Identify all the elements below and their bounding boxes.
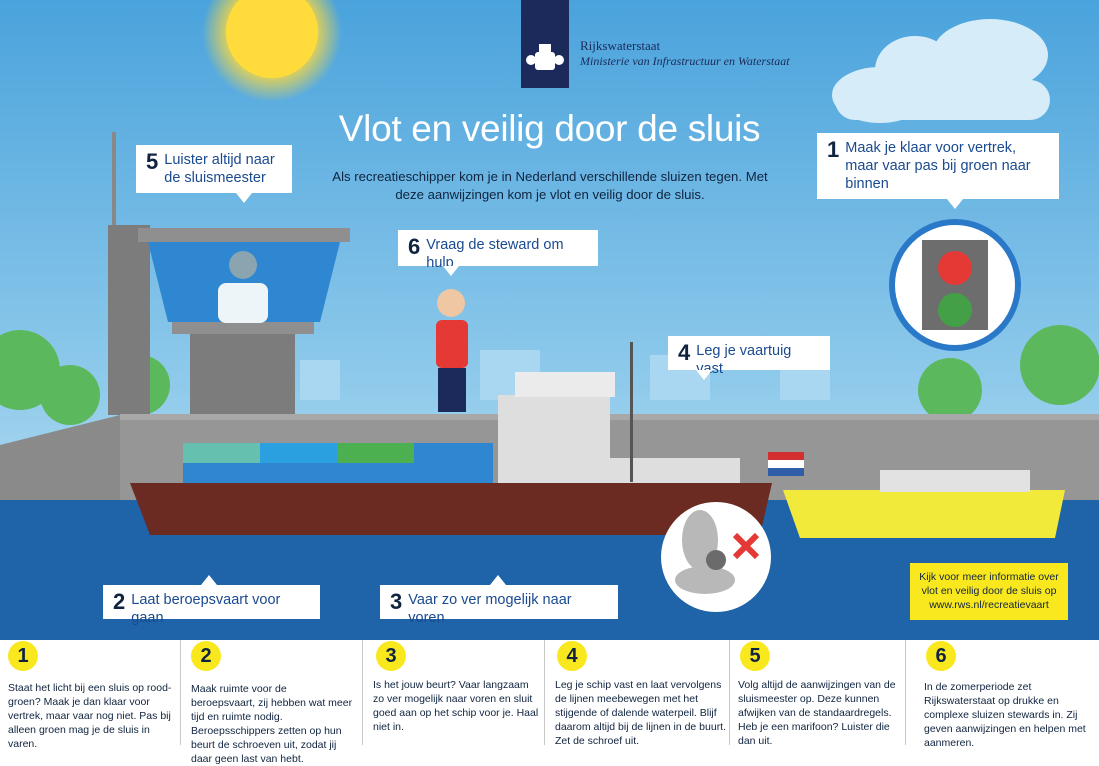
step-number: 6 [926, 641, 956, 671]
callout-3 [380, 585, 618, 626]
callout-5 [136, 145, 292, 193]
callout-number: 1 [827, 137, 840, 162]
step-text: Volg altijd de aanwijzingen van de sluismeester op. Deze kunnen afwijken van de standaardregels. Heb je een marifoon? Luister die dan uit. [738, 679, 896, 747]
step-number: 1 [8, 641, 38, 671]
callout-text: Vaar zo ver mogelijk naar voren [408, 592, 572, 626]
step-4 [544, 640, 729, 745]
brand-name: Rijkswaterstaat [580, 38, 661, 53]
step-5 [729, 640, 905, 745]
step-text: In de zomerperiode zet Rijkswaterstaat op drukke en complexe sluizen stewards in. Zij geven aanwijzingen en helpen met aanmeren. [924, 681, 1086, 749]
steps-row [0, 640, 1099, 765]
callout-text: Leg je vaartuig vast [696, 343, 792, 377]
rijkswaterstaat-logo [521, 0, 569, 88]
info-box: Kijk voor meer informatie over vlot en veilig door de sluis op www.rws.nl/recreatievaart [910, 563, 1068, 620]
page-subtitle: Als recreatieschipper kom je in Nederland verschillende sluizen tegen. Met deze aanwijzingen kom je vlot en veilig door de sluis. [332, 169, 768, 202]
step-number: 5 [740, 641, 770, 671]
step-6 [905, 640, 1099, 749]
step-text: Is het jouw beurt? Vaar langzaam zo ver mogelijk naar voren en sluit goed aan op het schip voor je. Haal niet in. [373, 679, 539, 733]
step-text: Leg je schip vast en laat vervolgens de lijnen meebewegen met het stijgende of dalende waterpeil. Blijf daarom altijd bij de lijnen in de buurt. Zet de schroef uit. [555, 679, 727, 747]
brand-ministry: Ministerie van Infrastructuur en Waterstaat [580, 54, 790, 68]
step-text: Staat het licht bij een sluis op rood-groen? Maak je dan klaar voor vertrek, maar vaar nog niet. Pas bij alleen groen mag je de sluis in varen. [8, 682, 172, 750]
callout-number: 4 [678, 340, 691, 365]
step-number: 3 [376, 641, 406, 671]
brand-text [580, 38, 790, 69]
callout-4 [668, 336, 830, 377]
step-number: 2 [191, 641, 221, 671]
callout-text: Vraag de steward om hulp [426, 237, 564, 271]
step-3 [362, 640, 542, 745]
callout-1 [817, 133, 1059, 199]
propeller-icon [661, 502, 771, 612]
callout-2 [103, 585, 320, 626]
callout-6 [398, 230, 598, 271]
step-1 [0, 640, 180, 750]
step-number: 4 [557, 641, 587, 671]
callout-number: 3 [390, 589, 403, 614]
step-2 [180, 640, 360, 765]
page-title: Vlot en veilig door de sluis [338, 108, 761, 149]
step-text: Maak ruimte voor de beroepsvaart, zij hebben wat meer tijd en ruimte nodig. Beroepsschippers zetten op hun beurt de schroeven uit, zodat jij daar geen last van hebt. [191, 683, 353, 765]
callout-text: Maak je klaar voor vertrek, maar vaar pas bij groen naar binnen [845, 140, 1031, 192]
callout-number: 2 [113, 589, 126, 614]
steward [436, 289, 468, 412]
callout-text: Laat beroepsvaart voor gaan [131, 592, 281, 626]
royal-crest-icon [521, 0, 569, 88]
callout-number: 6 [408, 234, 421, 259]
callout-text: Luister altijd naar de sluismeester [164, 152, 275, 186]
callout-number: 5 [146, 149, 159, 174]
traffic-light [889, 219, 1021, 351]
